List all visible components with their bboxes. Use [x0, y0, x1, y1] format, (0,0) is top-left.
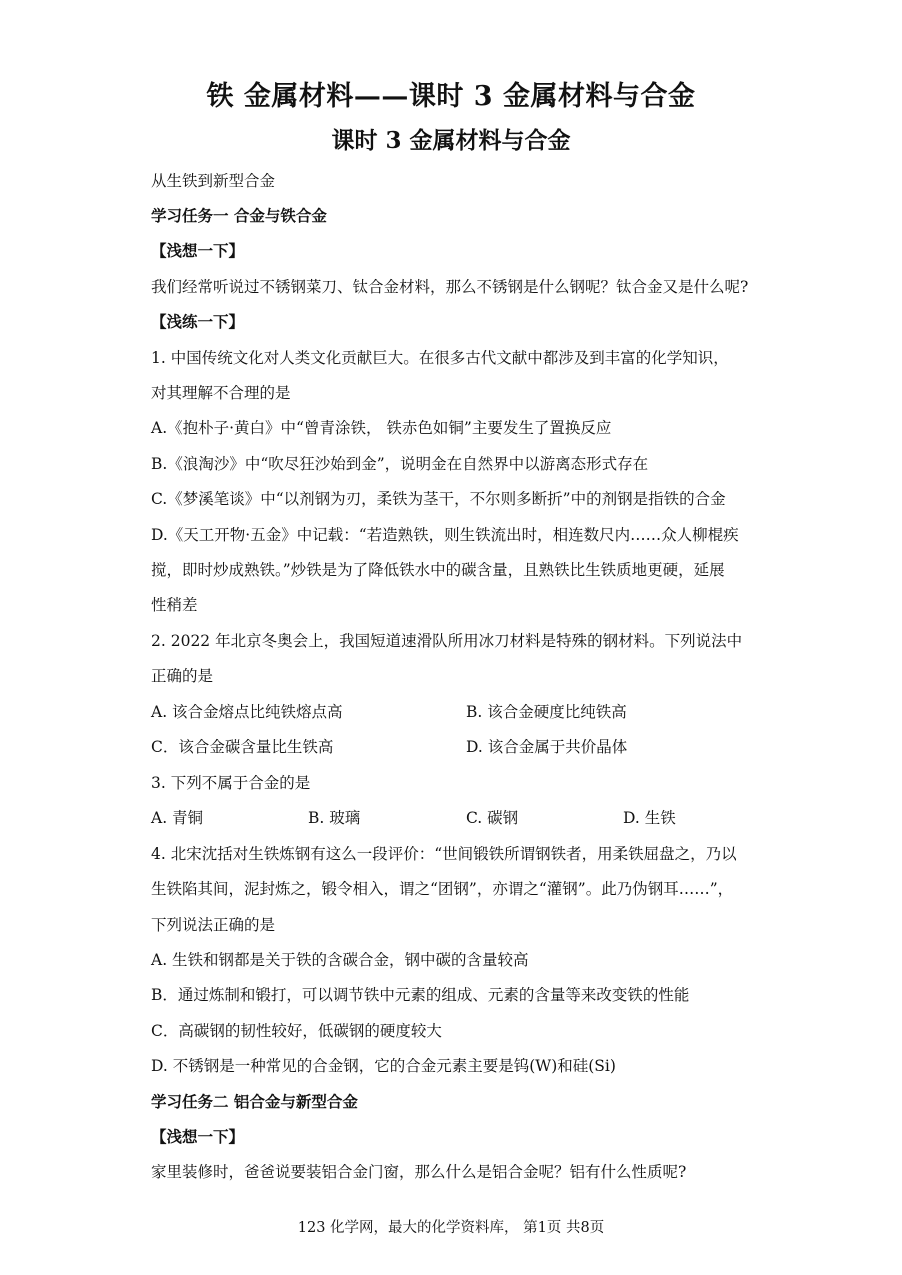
- q1-option-a: A.《抱朴子·黄白》中“曾青涂铁， 铁赤色如铜”主要发生了置换反应: [151, 419, 612, 437]
- q4-option-c: C．高碳钢的韧性较好，低碳钢的硬度较大: [151, 1022, 442, 1040]
- page-footer: 123 化学网，最大的化学资料库， 第1页 共8页: [297, 1220, 605, 1236]
- task2-think-text: 家里装修时，爸爸说要装铝合金门窗，那么什么是铝合金呢？铝有什么性质呢?: [151, 1163, 687, 1181]
- task2-heading: 学习任务二 铝合金与新型合金: [151, 1092, 358, 1111]
- q2-option-a: A. 该合金熔点比纯铁熔点高: [151, 703, 343, 721]
- q2-option-d: D. 该合金属于共价晶体: [466, 738, 628, 756]
- task1-heading: 学习任务一 合金与铁合金: [151, 206, 327, 225]
- q4-option-d: D. 不锈钢是一种常见的合金钢，它的合金元素主要是钨(W)和硅(Si): [151, 1057, 616, 1075]
- intro-text: 从生铁到新型合金: [151, 172, 276, 190]
- task1-practice-label: 【浅练一下】: [151, 312, 245, 331]
- q4-stem-line1: 4. 北宋沈括对生铁炼钢有这么一段评价：“世间锻铁所谓钢铁者，用柔铁屈盘之，乃以: [151, 845, 737, 863]
- q2-stem-line2: 正确的是: [151, 667, 214, 685]
- q4-stem-line2: 生铁陷其间，泥封炼之，锻令相入，谓之“团钢”，亦谓之“灌钢”。此乃伪钢耳……”，: [151, 880, 734, 898]
- q1-option-d-line3: 性稍差: [151, 596, 198, 614]
- q1-option-d-line2: 搅，即时炒成熟铁。”炒铁是为了降低铁水中的碳含量，且熟铁比生铁质地更硬，延展: [151, 561, 725, 579]
- page-subtitle: 课时 3 金属材料与合金: [331, 127, 571, 154]
- q1-option-d-line1: D.《天工开物·五金》中记载：“若造熟铁，则生铁流出时，相连数尺内……众人柳棍疾: [151, 526, 739, 544]
- task1-think-label: 【浅想一下】: [151, 241, 245, 260]
- q3-option-a: A. 青铜: [151, 809, 204, 827]
- q1-option-b: B.《浪淘沙》中“吹尽狂沙始到金”，说明金在自然界中以游离态形式存在: [151, 455, 649, 473]
- q2-option-b: B. 该合金硬度比纯铁高: [466, 703, 627, 721]
- q4-option-b: B．通过炼制和锻打，可以调节铁中元素的组成、元素的含量等来改变铁的性能: [151, 986, 690, 1004]
- q3-option-d: D. 生铁: [623, 809, 676, 827]
- q3-option-b: B. 玻璃: [308, 809, 361, 827]
- q1-option-c: C.《梦溪笔谈》中“以剂钢为刃，柔铁为茎干，不尔则多断折”中的剂钢是指铁的合金: [151, 490, 726, 508]
- q3-stem: 3. 下列不属于合金的是: [151, 774, 311, 792]
- page-title: 铁 金属材料——课时 3 金属材料与合金: [206, 81, 696, 112]
- q1-stem-line1: 1. 中国传统文化对人类文化贡献巨大。在很多古代文献中都涉及到丰富的化学知识，: [151, 349, 729, 367]
- q3-option-c: C. 碳钢: [466, 809, 519, 827]
- q2-option-c: C．该合金碳含量比生铁高: [151, 738, 334, 756]
- q4-stem-line3: 下列说法正确的是: [151, 916, 276, 934]
- q2-stem-line1: 2. 2022 年北京冬奥会上，我国短道速滑队所用冰刀材料是特殊的钢材料。下列说法中: [151, 632, 743, 650]
- task1-think-text: 我们经常听说过不锈钢菜刀、钛合金材料，那么不锈钢是什么钢呢？钛合金又是什么呢?: [151, 278, 749, 296]
- q4-option-a: A. 生铁和钢都是关于铁的含碳合金，钢中碳的含量较高: [151, 951, 529, 969]
- q1-stem-line2: 对其理解不合理的是: [151, 384, 291, 402]
- task2-think-label: 【浅想一下】: [151, 1127, 245, 1146]
